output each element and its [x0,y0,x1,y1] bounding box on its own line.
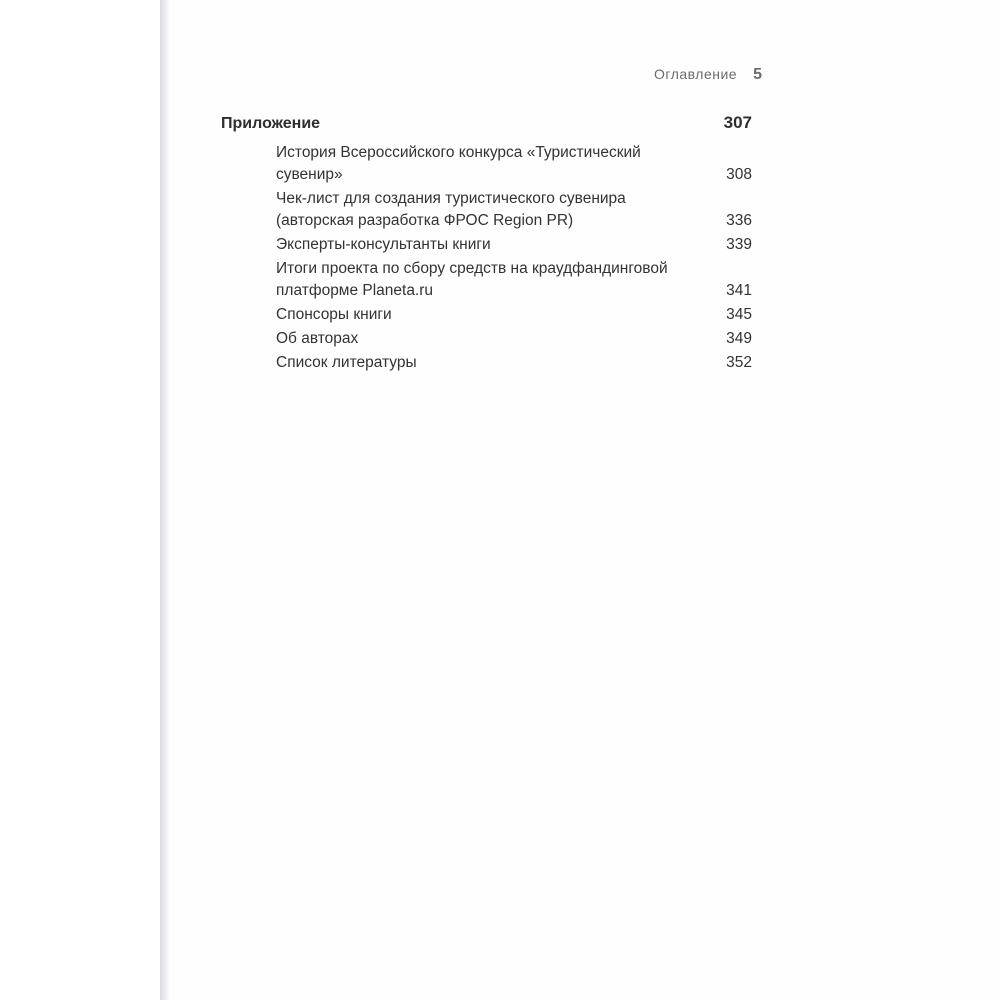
section-title: Приложение [221,115,321,132]
toc-entry-title: Чек-лист для создания туристического сувенира (авторская разработка ФРОС Region PR) [276,190,626,229]
toc-entry-page: 349 [726,330,752,347]
running-head [654,66,762,84]
page-gutter-shadow [160,0,170,1000]
toc-entry-title: История Всероссийского конкурса «Туристический сувенир» [276,144,641,183]
toc-entry-page: 345 [726,306,752,323]
toc-entry [276,234,752,256]
toc-entry-title: Об авторах [276,330,359,347]
toc-list [276,142,752,376]
toc-entry-page: 352 [726,354,752,371]
running-head-section: Оглавление [654,66,738,82]
toc-entry-page: 308 [726,166,752,183]
toc-entry [276,304,752,326]
section-page-number: 307 [723,113,752,132]
toc-entry [276,258,752,302]
toc-entry [276,188,752,232]
toc-entry-page: 341 [726,282,752,299]
toc-entry-title: Эксперты-консультанты книги [276,236,491,253]
toc-entry [276,352,752,374]
toc-entry-title: Итоги проекта по сбору средств на краудфандинговой платформе Planeta.ru [276,260,668,299]
toc-entry-title: Список литературы [276,354,417,371]
toc-section-heading [221,113,752,133]
toc-entry [276,328,752,350]
page-number: 5 [753,66,762,83]
toc-entry-page: 339 [726,236,752,253]
toc-entry-title: Спонсоры книги [276,306,392,323]
toc-entry [276,142,752,186]
toc-entry-page: 336 [726,212,752,229]
